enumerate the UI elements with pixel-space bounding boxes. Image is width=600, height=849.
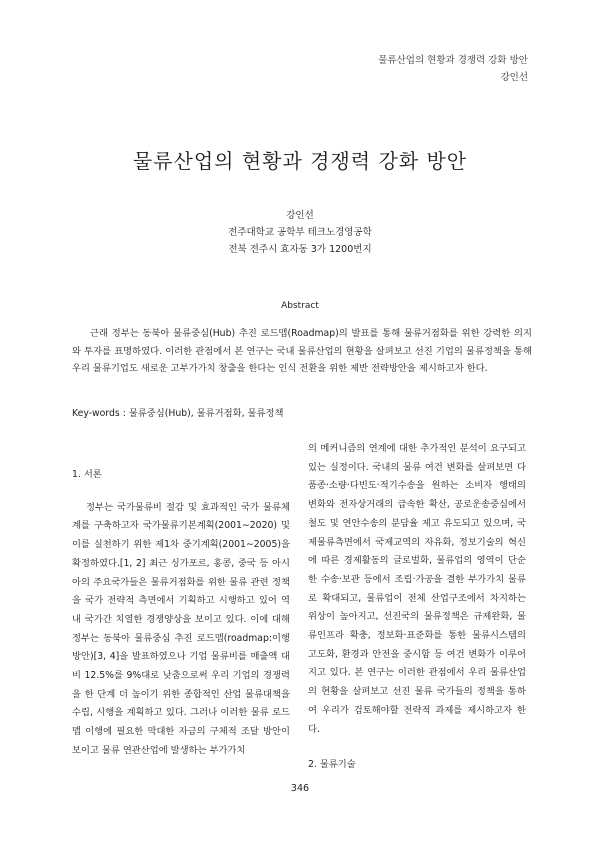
author-affiliation: 전주대학교 공학부 테크노경영공학 <box>228 227 372 238</box>
author-name: 강인선 <box>286 210 314 221</box>
abstract-body: 근래 정부는 동북아 물류중심(Hub) 추진 로드맵(Roadmap)의 발표를 통해 물류거점화를 위한 강력한 의지와 투자를 표명하였다. 이러한 관점에서 본 연구는 국내 물류산업의 현황을 살펴보고 선진 기업의 물류정책을 통해 우리 물류기업도 새로운 고부가가치 창출을 한다는 인식 전환을 위한 제반 전략방안을 제시하고자 한다. <box>72 328 532 374</box>
left-column <box>72 466 290 761</box>
abstract-heading: Abstract <box>281 301 319 311</box>
running-head-author: 강인선 <box>500 72 528 83</box>
author-block <box>0 207 600 258</box>
keywords-label: Key-words : <box>72 408 126 419</box>
introduction-paragraph: 정부는 국가물류비 절감 및 효과적인 국가 물류체계를 구축하고자 국가물류기본계획(2001∼2020) 및 이를 실천하기 위한 제1차 중기계획(2001∼2005)을 확정하였다.[1, 2] 최근 싱가포르, 홍콩, 중국 등 아시아의 주요국가들은 물류거점화를 위한 물류 관련 정책을 국가 전략적 측면에서 기획하고 시행하고 있어 역내 국가간 치열한 경쟁양상을 보이고 있다. 이에 대해 정부는 동북아 물류중심 추진 로드맵(roadmap:이행방안)[3, 4]을 발표하였으나 기업 물류비를 매출액 대비 12.5%를 9%대로 낮춤으로써 우리 기업의 경쟁력을 한 단계 더 높이기 위한 종합적인 산업 물류대책을 수립, 시행을 계획하고 있다. 그러나 이러한 물류 로드맵 이행에 필요한 막대한 자금의 구체적 조달 방안이 보이고 물류 연관산업에 발생하는 부가가치 <box>72 501 290 756</box>
introduction-continued-paragraph: 의 메커니즘의 연계에 대한 추가적인 분석이 요구되고 있는 실정이다. 국내의 물류 여건 변화를 살펴보면 다품종·소량·다빈도·적기수송을 원하는 소비자 행태의 변화와 전자상거래의 급속한 확산, 공로운송중심에서 철도 및 연안수송의 분담율 제고 유도되고 있으며, 국제물류측면에서 국제교역의 자유화, 정보기술의 혁신에 따른 경제활동의 글로벌화, 물류업의 영역이 단순한 수송·보관 등에서 조립·가공을 결한 부가가치 물류로 확대되고, 물류업이 전체 산업구조에서 차지하는 위상이 높아지고, 선진국의 물류정책은 규제완화, 물류인프라 확충, 정보화·표준화를 통한 물류시스템의 고도화, 환경과 안전을 중시함 등 여건 변화가 이루어지고 있다. 본 연구는 이러한 관점에서 우리 물류산업의 현황을 살펴보고 선진 물류 국가들의 정책을 통하여 우리가 검토해야할 전략적 과제를 제시하고자 한다. <box>308 443 526 735</box>
running-head-title: 물류산업의 현황과 경쟁력 강화 방안 <box>378 55 528 66</box>
section-heading-introduction: 1. 서론 <box>72 469 102 480</box>
paper-title: 물류산업의 현황과 경쟁력 강화 방안 <box>132 149 468 173</box>
section-heading-logistics-technology: 2. 물류기술 <box>308 759 356 771</box>
running-head <box>378 52 528 86</box>
keywords <box>72 405 532 422</box>
right-column <box>308 440 526 789</box>
page-number: 346 <box>290 783 310 794</box>
keywords-value: 물류중심(Hub), 물류거점화, 물류정책 <box>128 408 284 419</box>
author-address: 전북 전주시 효자동 3가 1200번지 <box>228 244 372 255</box>
